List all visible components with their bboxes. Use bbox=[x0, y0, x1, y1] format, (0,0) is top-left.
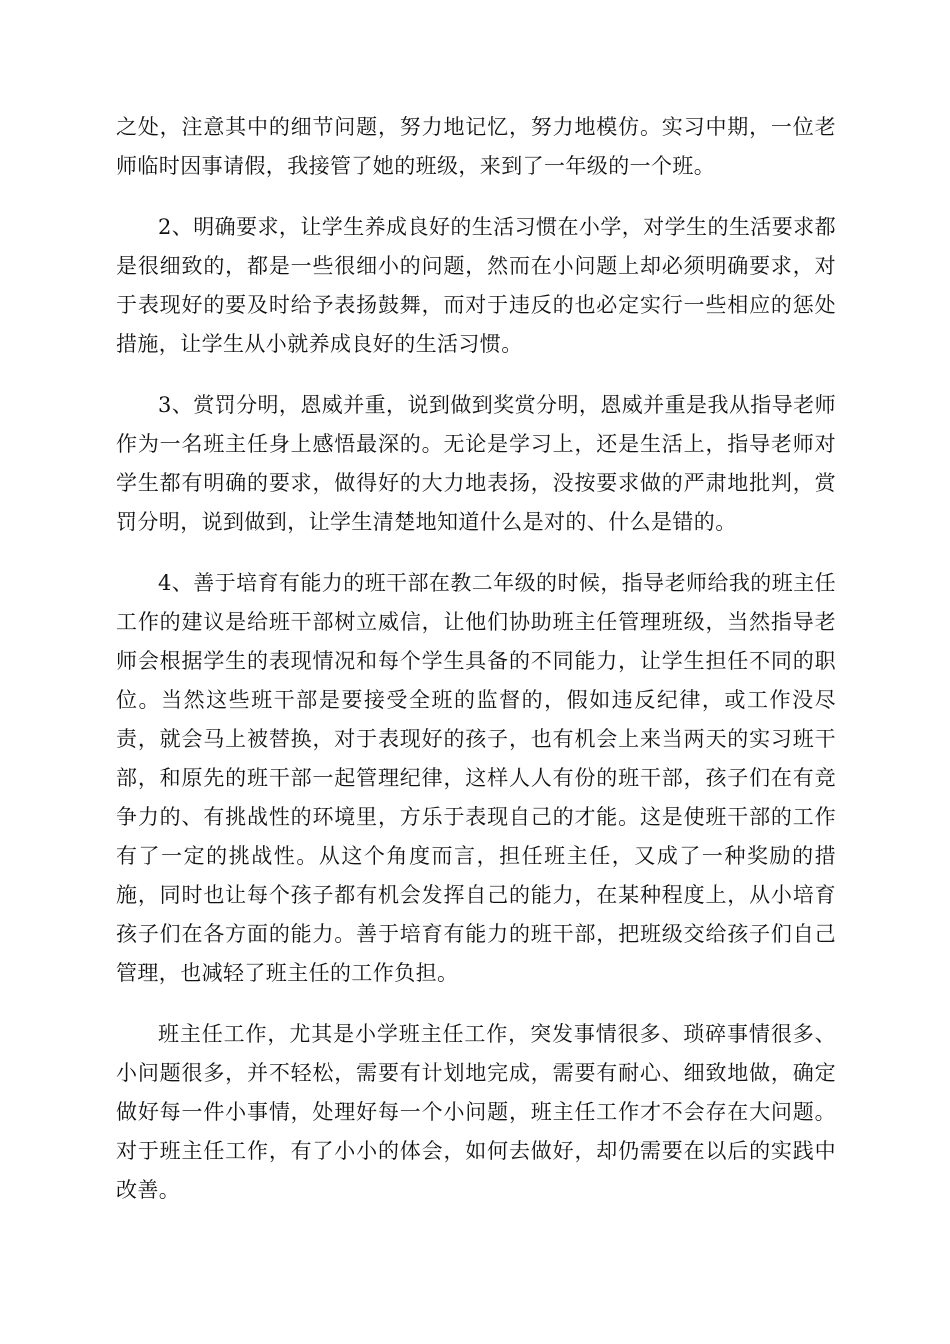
paragraph-3-rewards-punishments: 3、赏罚分明，恩威并重，说到做到奖赏分明，恩威并重是我从指导老师作为一名班主任身上感悟最深的。无论是学习上，还是生活上，指导老师对学生都有明确的要求，做得好的大力地表扬，没按要求做的严肃地批判，赏罚分明，说到做到，让学生清楚地知道什么是对的、什么是错的。 bbox=[116, 393, 836, 534]
paragraph-4-class-cadres: 4、善于培育有能力的班干部在教二年级的时候，指导老师给我的班主任工作的建议是给班干部树立威信，让他们协助班主任管理班级，当然指导老师会根据学生的表现情况和每个学生具备的不同能力，让学生担任不同的职位。当然这些班干部是要接受全班的监督的，假如违反纪律，或工作没尽责，就会马上被替换，对于表现好的孩子，也有机会上来当两天的实习班干部，和原先的班干部一起管理纪律，这样人人有份的班干部，孩子们在有竞争力的、有挑战性的环境里，方乐于表现自己的才能。这是使班干部的工作有了一定的挑战性。从这个角度而言，担任班主任，又成了一种奖励的措施，同时也让每个孩子都有机会发挥自己的能力，在某种程度上，从小培育孩子们在各方面的能力。善于培育有能力的班干部，把班级交给孩子们自己管理，也减轻了班主任的工作负担。 bbox=[116, 571, 836, 985]
document-body bbox=[116, 108, 836, 1210]
paragraph-2-clear-requirements: 2、明确要求，让学生养成良好的生活习惯在小学，对学生的生活要求都是很细致的，都是一些很细小的问题，然而在小问题上却必须明确要求，对于表现好的要及时给予表扬鼓舞，而对于违反的也必定实行一些相应的惩处措施，让学生从小就养成良好的生活习惯。 bbox=[116, 215, 836, 356]
paragraph-continued: 之处，注意其中的细节问题，努力地记忆，努力地模仿。实习中期，一位老师临时因事请假，我接管了她的班级，来到了一年级的一个班。 bbox=[116, 115, 836, 178]
paragraph-conclusion: 班主任工作，尤其是小学班主任工作，突发事情很多、琐碎事情很多、小问题很多，并不轻松，需要有计划地完成，需要有耐心、细致地做，确定做好每一件小事情，处理好每一个小问题，班主任工作才不会存在大问题。对于班主任工作，有了小小的体会，如何去做好，却仍需要在以后的实践中改善。 bbox=[116, 1022, 836, 1202]
